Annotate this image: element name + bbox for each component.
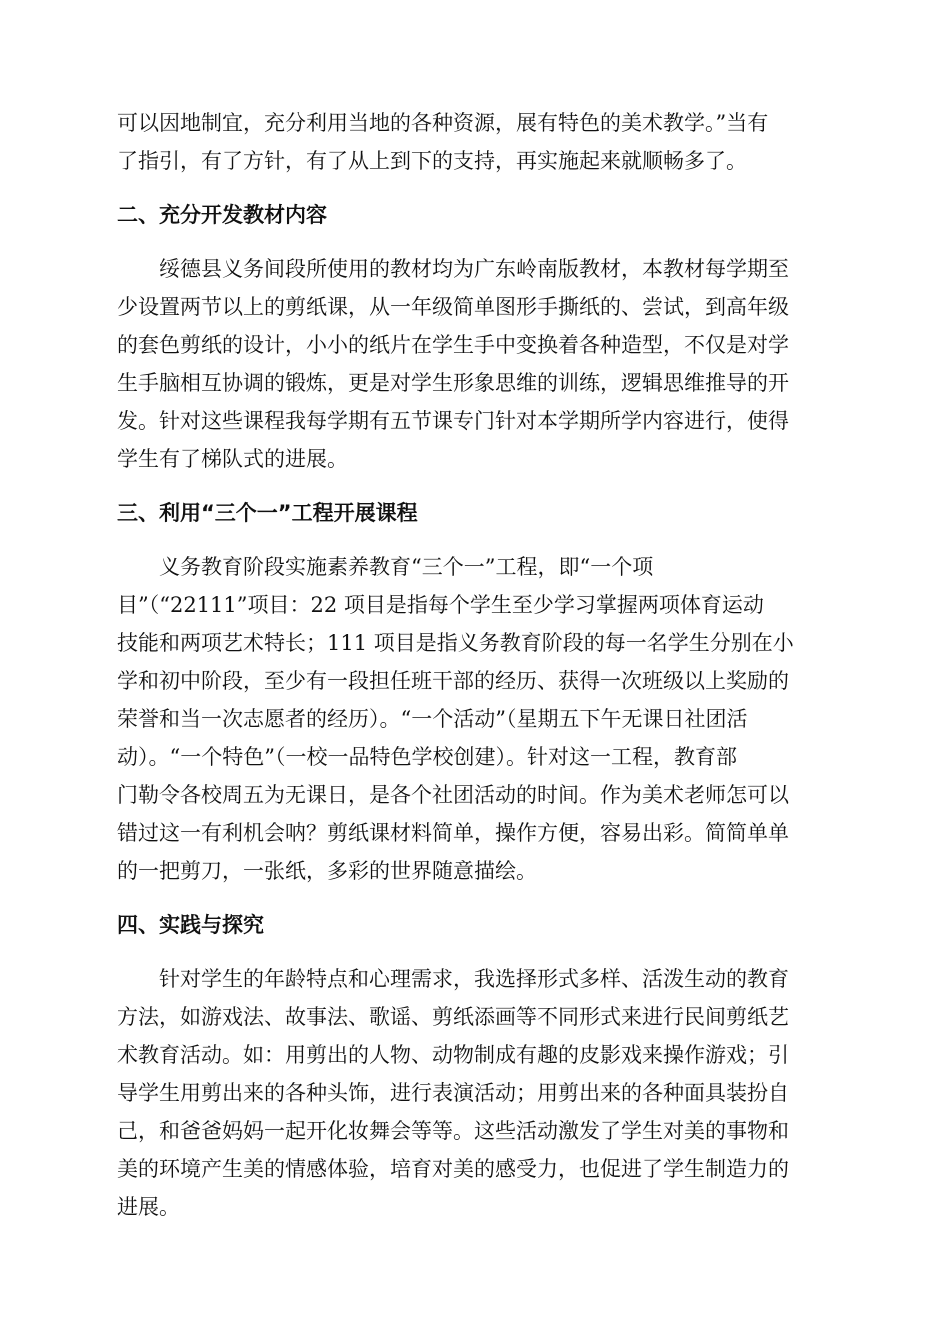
text-line: 少设置两节以上的剪纸课，从一年级简单图形手撕纸的、尝试，到高年级: [117, 295, 789, 319]
text-line: 荣誉和当一次志愿者的经历）。“一个活动”（星期五下午无课日社团活: [117, 707, 748, 731]
text-line: 义务教育阶段实施素养教育“三个一”工程，即“一个项: [159, 555, 654, 579]
text-line: 门勒令各校周五为无课日，是各个社团活动的时间。作为美术老师怎可以: [117, 783, 789, 807]
text-line: 美的环境产生美的情感体验，培育对美的感受力，也促进了学生制造力的: [117, 1157, 789, 1181]
section-heading-4: 四、实践与探究: [117, 913, 264, 937]
text-line: 可以因地制宜，充分利用当地的各种资源，展有特色的美术教学。”当有: [117, 111, 769, 135]
text-line: 己，和爸爸妈妈一起开化妆舞会等等。这些活动激发了学生对美的事物和: [117, 1119, 789, 1143]
text-line: 绥德县义务间段所使用的教材均为广东岭南版教材，本教材每学期至: [159, 257, 789, 281]
text-line: 发。针对这些课程我每学期有五节课专门针对本学期所学内容进行，使得: [117, 409, 789, 433]
section-heading-3: 三、利用“三个一”工程开展课程: [117, 501, 418, 525]
text-line: 术教育活动。如：用剪出的人物、动物制成有趣的皮影戏来操作游戏；引: [117, 1043, 789, 1067]
section-heading-2: 二、充分开发教材内容: [117, 203, 327, 227]
text-line: 学和初中阶段，至少有一段担任班干部的经历、获得一次班级以上奖励的: [117, 669, 789, 693]
text-line: 方法，如游戏法、故事法、歌谣、剪纸添画等不同形式来进行民间剪纸艺: [117, 1005, 789, 1029]
text-line: 目”（“22111”项目：22 项目是指每个学生至少学习掌握两项体育运动: [117, 593, 764, 617]
text-line: 进展。: [117, 1195, 180, 1219]
text-line: 针对学生的年龄特点和心理需求，我选择形式多样、活泼生动的教育: [159, 967, 789, 991]
text-line: 了指引，有了方针，有了从上到下的支持，再实施起来就顺畅多了。: [117, 149, 747, 173]
text-line: 动）。“一个特色”（一校一品特色学校创建）。针对这一工程，教育部: [117, 745, 737, 769]
paragraph-practice-exploration: [117, 960, 833, 1226]
paragraph-three-ones-project: [117, 548, 833, 890]
text-line: 错过这一有利机会呐？剪纸课材料简单，操作方便，容易出彩。简简单单: [117, 821, 789, 845]
paragraph-intro-continued: [117, 104, 833, 180]
paragraph-textbook-content: [117, 250, 833, 478]
text-line: 导学生用剪出来的各种头饰，进行表演活动；用剪出来的各种面具装扮自: [117, 1081, 789, 1105]
text-line: 的一把剪刀，一张纸，多彩的世界随意描绘。: [117, 859, 537, 883]
text-line: 技能和两项艺术特长；111 项目是指义务教育阶段的每一名学生分别在小: [117, 631, 794, 655]
text-line: 学生有了梯队式的进展。: [117, 447, 348, 471]
text-line: 的套色剪纸的设计，小小的纸片在学生手中变换着各种造型，不仅是对学: [117, 333, 789, 357]
text-line: 生手脑相互协调的锻炼，更是对学生形象思维的训练，逻辑思维推导的开: [117, 371, 789, 395]
